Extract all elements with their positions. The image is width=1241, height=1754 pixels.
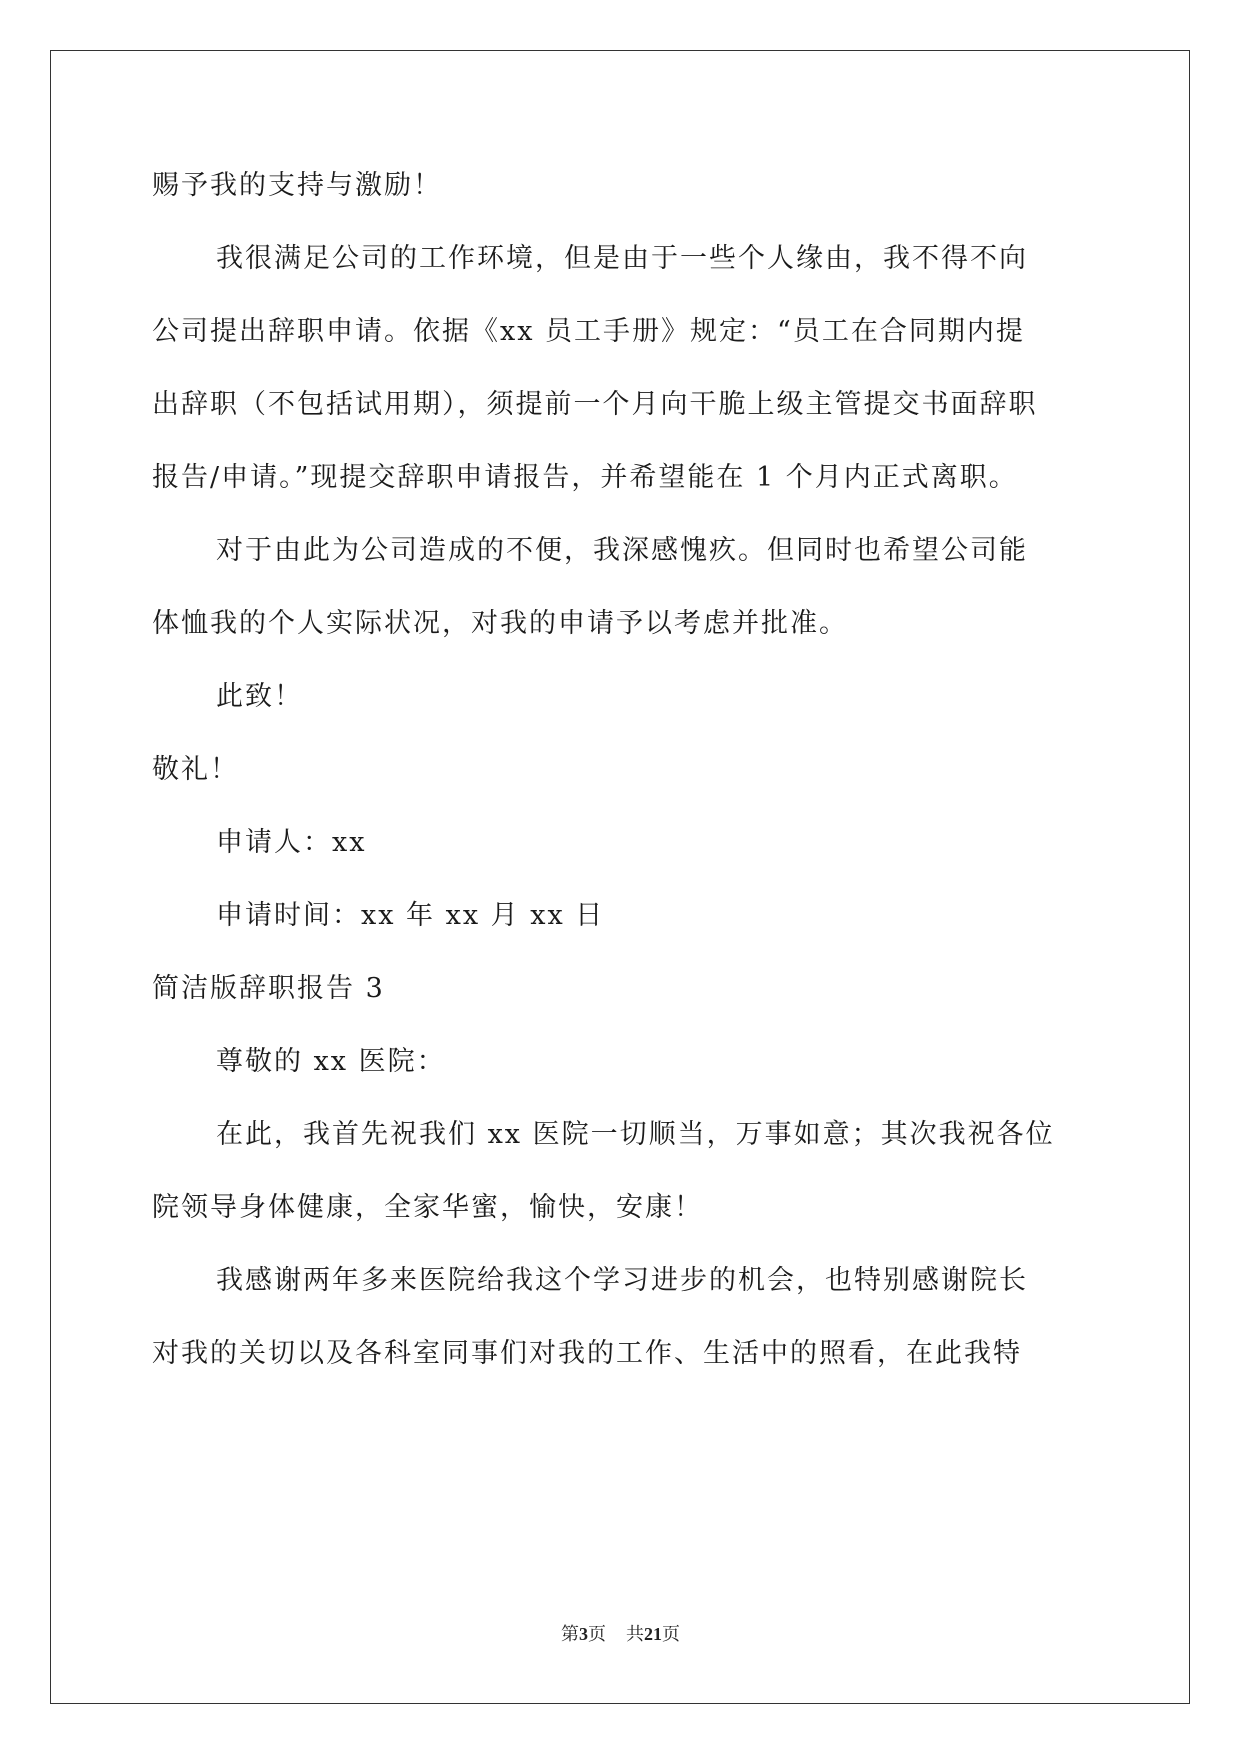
application-date: 申请时间：xx 年 xx 月 xx 日 (216, 900, 605, 931)
section-title: 简洁版辞职报告 3 (152, 973, 385, 1004)
document-body (152, 166, 1092, 1407)
closing-salutation: 此致！ (216, 681, 303, 712)
text-line: 对于由此为公司造成的不便，我深感愧疚。但同时也希望公司能 (216, 535, 1028, 566)
closing-regards: 敬礼！ (152, 754, 239, 785)
text-line: 院领导身体健康，全家华蜜，愉快，安康！ (152, 1192, 703, 1223)
text-line: 报告/申请。”现提交辞职申请报告，并希望能在 1 个月内正式离职。 (152, 462, 1018, 493)
text-line: 赐予我的支持与激励！ (152, 170, 442, 201)
page-footer (0, 1622, 1241, 1647)
text-line: 出辞职（不包括试用期），须提前一个月向干脆上级主管提交书面辞职 (152, 389, 1038, 420)
text-line: 我感谢两年多来医院给我这个学习进步的机会，也特别感谢院长 (216, 1265, 1028, 1296)
total-pages: 21 (644, 1624, 662, 1644)
text-line: 我很满足公司的工作环境，但是由于一些个人缘由，我不得不向 (216, 243, 1028, 274)
text-line: 对我的关切以及各科室同事们对我的工作、生活中的照看，在此我特 (152, 1338, 1022, 1369)
page-number: 3 (579, 1624, 588, 1644)
page-unit: 页 (588, 1624, 606, 1645)
page-prefix: 第 (561, 1624, 579, 1645)
total-prefix: 共 (626, 1624, 644, 1645)
letter-addressee: 尊敬的 xx 医院： (216, 1046, 446, 1077)
text-line: 在此，我首先祝我们 xx 医院一切顺当，万事如意；其次我祝各位 (216, 1119, 1055, 1150)
text-line: 体恤我的个人实际状况，对我的申请予以考虑并批准。 (152, 608, 848, 639)
applicant-name: 申请人：xx (216, 827, 367, 858)
text-line: 公司提出辞职申请。依据《xx 员工手册》规定：“员工在合同期内提 (152, 316, 1025, 347)
total-unit: 页 (662, 1624, 680, 1645)
